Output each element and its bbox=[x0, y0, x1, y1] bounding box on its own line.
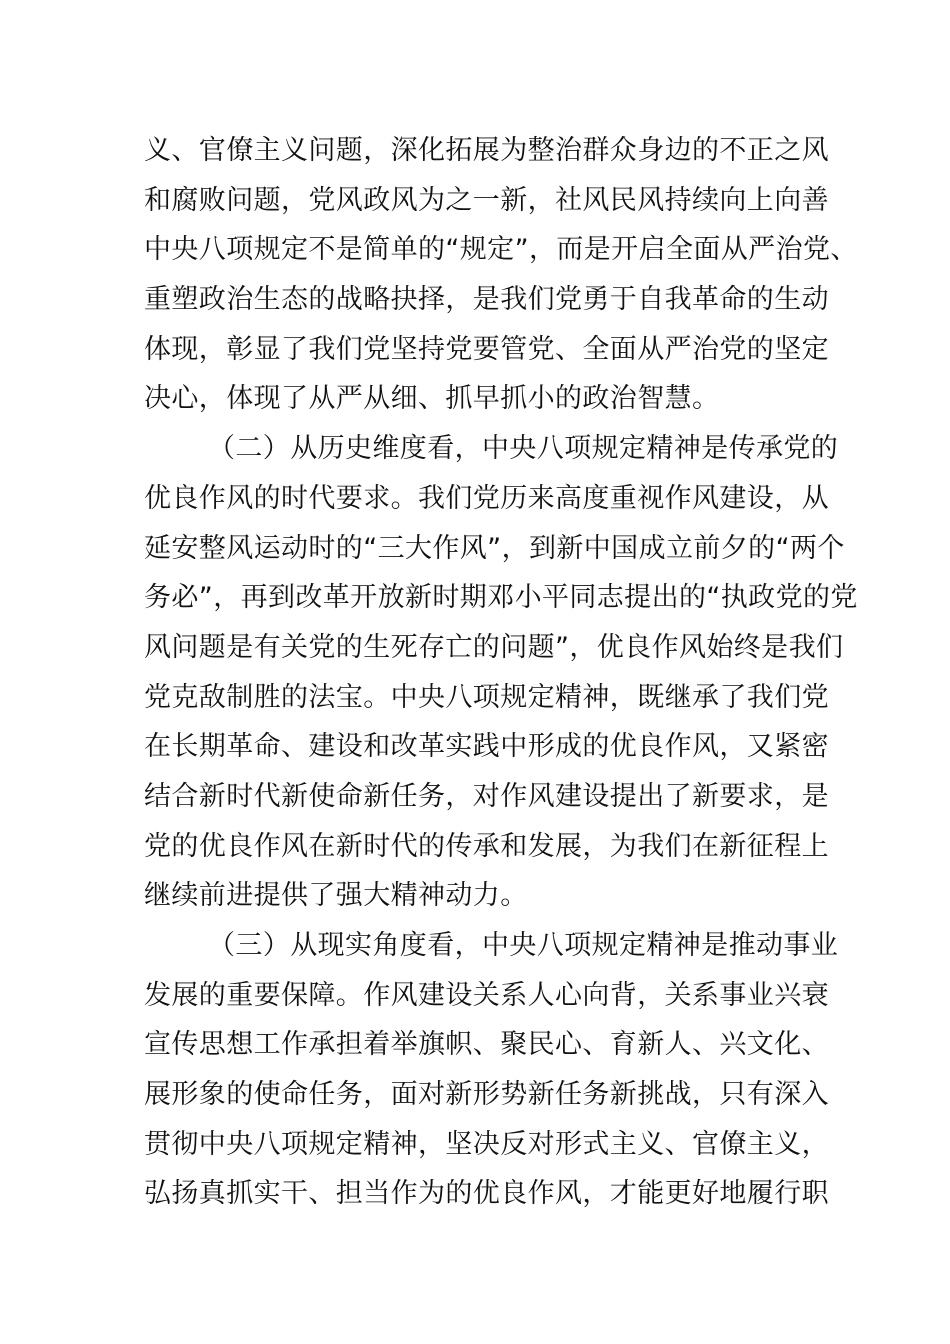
paragraph-heading-2: （二）从历史维度看，中央八项规定精神是传承党的 bbox=[208, 433, 839, 465]
text-line: 决心，体现了从严从细、抓早抓小的政治智慧。 bbox=[144, 383, 720, 415]
text-line: 宣传思想工作承担着举旗帜、聚民心、育新人、兴文化、 bbox=[144, 1029, 829, 1061]
text-line: 发展的重要保障。作风建设关系人心向背，关系事业兴衰 bbox=[144, 979, 829, 1011]
text-line: 党的优良作风在新时代的传承和发展，为我们在新征程上 bbox=[144, 830, 829, 862]
document-body bbox=[144, 126, 858, 1219]
text-line: 中央八项规定不是简单的“规定”，而是开启全面从严治党、 bbox=[144, 234, 858, 266]
text-line: 在长期革命、建设和改革实践中形成的优良作风，又紧密 bbox=[144, 731, 829, 763]
text-line: 延安整风运动时的“三大作风”，到新中国成立前夕的“两个 bbox=[144, 532, 845, 564]
text-line: 务必”，再到改革开放新时期邓小平同志提出的“执政党的党 bbox=[144, 582, 858, 614]
paragraph-heading-3: （三）从现实角度看，中央八项规定精神是推动事业 bbox=[208, 930, 839, 961]
text-line: 和腐败问题，党风政风为之一新，社风民风持续向上向善 bbox=[144, 184, 829, 216]
text-line: 风问题是有关党的生死存亡的问题”，优良作风始终是我们 bbox=[144, 631, 844, 663]
text-line: 重塑政治生态的战略抉择，是我们党勇于自我革命的生动 bbox=[144, 284, 829, 316]
text-line: 弘扬真抓实干、担当作为的优良作风，才能更好地履行职 bbox=[144, 1178, 829, 1210]
text-line: 体现，彰显了我们党坚持党要管党、全面从严治党的坚定 bbox=[144, 333, 829, 365]
text-line: 展形象的使命任务，面对新形势新任务新挑战，只有深入 bbox=[144, 1079, 829, 1111]
text-line: 优良作风的时代要求。我们党历来高度重视作风建设，从 bbox=[144, 482, 829, 514]
text-line: 结合新时代新使命新任务，对作风建设提出了新要求，是 bbox=[144, 780, 829, 812]
text-line: 义、官僚主义问题，深化拓展为整治群众身边的不正之风 bbox=[144, 135, 829, 166]
text-line: 贯彻中央八项规定精神，坚决反对形式主义、官僚主义， bbox=[144, 1128, 829, 1160]
text-line: 继续前进提供了强大精神动力。 bbox=[144, 880, 528, 912]
text-line: 党克敌制胜的法宝。中央八项规定精神，既继承了我们党 bbox=[144, 681, 829, 713]
